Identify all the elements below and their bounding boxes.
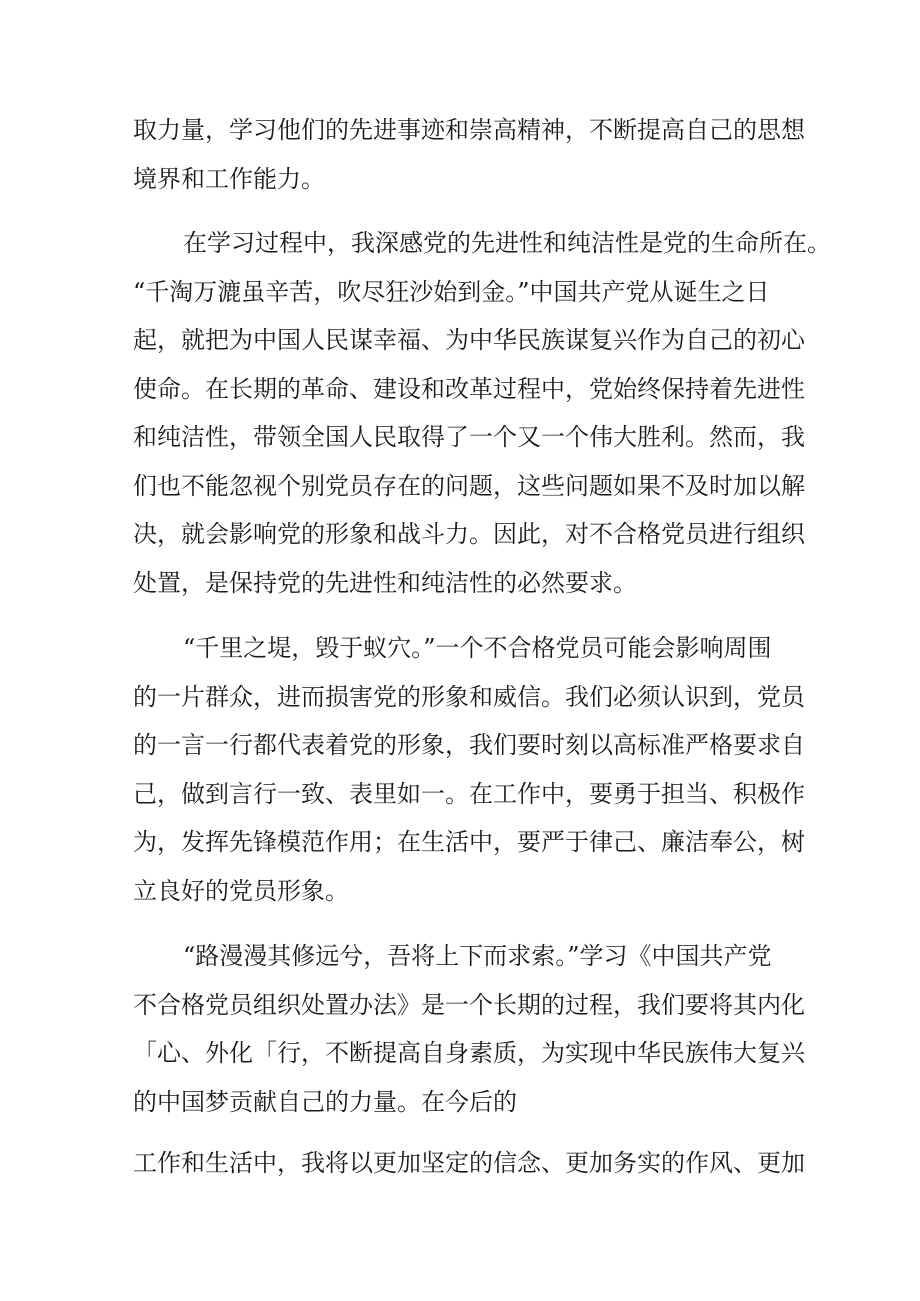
paragraph-2: [133, 219, 831, 607]
text-line: 为，发挥先锋模范作用；在生活中，要严于律己、廉洁奉公，树: [133, 828, 805, 856]
text-line: 使命。在长期的革命、建设和改革过程中，党始终保持着先进性: [133, 374, 805, 403]
text-line: 处置，是保持党的先进性和纯洁性的必然要求。: [133, 568, 637, 597]
text-line: 工作和生活中，我将以更加坚定的信念、更加务实的作风、更加: [133, 1149, 805, 1177]
text-line: 们也不能忽视个别党员存在的问题，这些问题如果不及时加以解: [133, 471, 805, 500]
text-line: 立良好的党员形象。: [133, 876, 349, 905]
text-line: 的一片群众，进而损害党的形象和威信。我们必须认识到，党员: [133, 682, 805, 711]
paragraph-4: [133, 932, 805, 1126]
paragraph-3: [133, 624, 805, 915]
text-line: “千里之堤，毁于蚁穴。”一个不合格党员可能会影响周围: [183, 634, 772, 662]
text-line: 的中国梦贡献自己的力量。在今后的: [133, 1087, 517, 1116]
text-line: “路漫漫其修远兮，吾将上下而求索。”学习《中国共产党: [183, 942, 772, 970]
text-line: 取力量，学习他们的先进事迹和崇高精神，不断提高自己的思想: [133, 116, 805, 144]
text-line: 境界和工作能力。: [133, 164, 325, 193]
text-line: 不合格党员组织处置办法》是一个长期的过程，我们要将其内化: [133, 990, 805, 1019]
text-line: 决，就会影响党的形象和战斗力。因此，对不合格党员进行组织: [133, 520, 805, 548]
text-line: 在学习过程中，我深感党的先进性和纯洁性是党的生命所在。: [183, 229, 831, 257]
paragraph-5: [133, 1139, 805, 1188]
text-line: “千淘万漉虽辛苦，吹尽狂沙始到金。”中国共产党从诞生之日: [133, 277, 770, 306]
paragraph-1: [133, 106, 805, 203]
text-line: 己，做到言行一致、表里如一。在工作中，要勇于担当、积极作: [133, 779, 805, 808]
text-line: 的一言一行都代表着党的形象，我们要时刻以高标准严格要求自: [133, 731, 805, 759]
text-line: 「心、外化「行，不断提高自身素质，为实现中华民族伟大复兴: [133, 1039, 805, 1067]
text-line: 起，就把为中国人民谋幸福、为中华民族谋复兴作为自己的初心: [133, 326, 805, 354]
text-line: 和纯洁性，带领全国人民取得了一个又一个伟大胜利。然而，我: [133, 423, 805, 451]
